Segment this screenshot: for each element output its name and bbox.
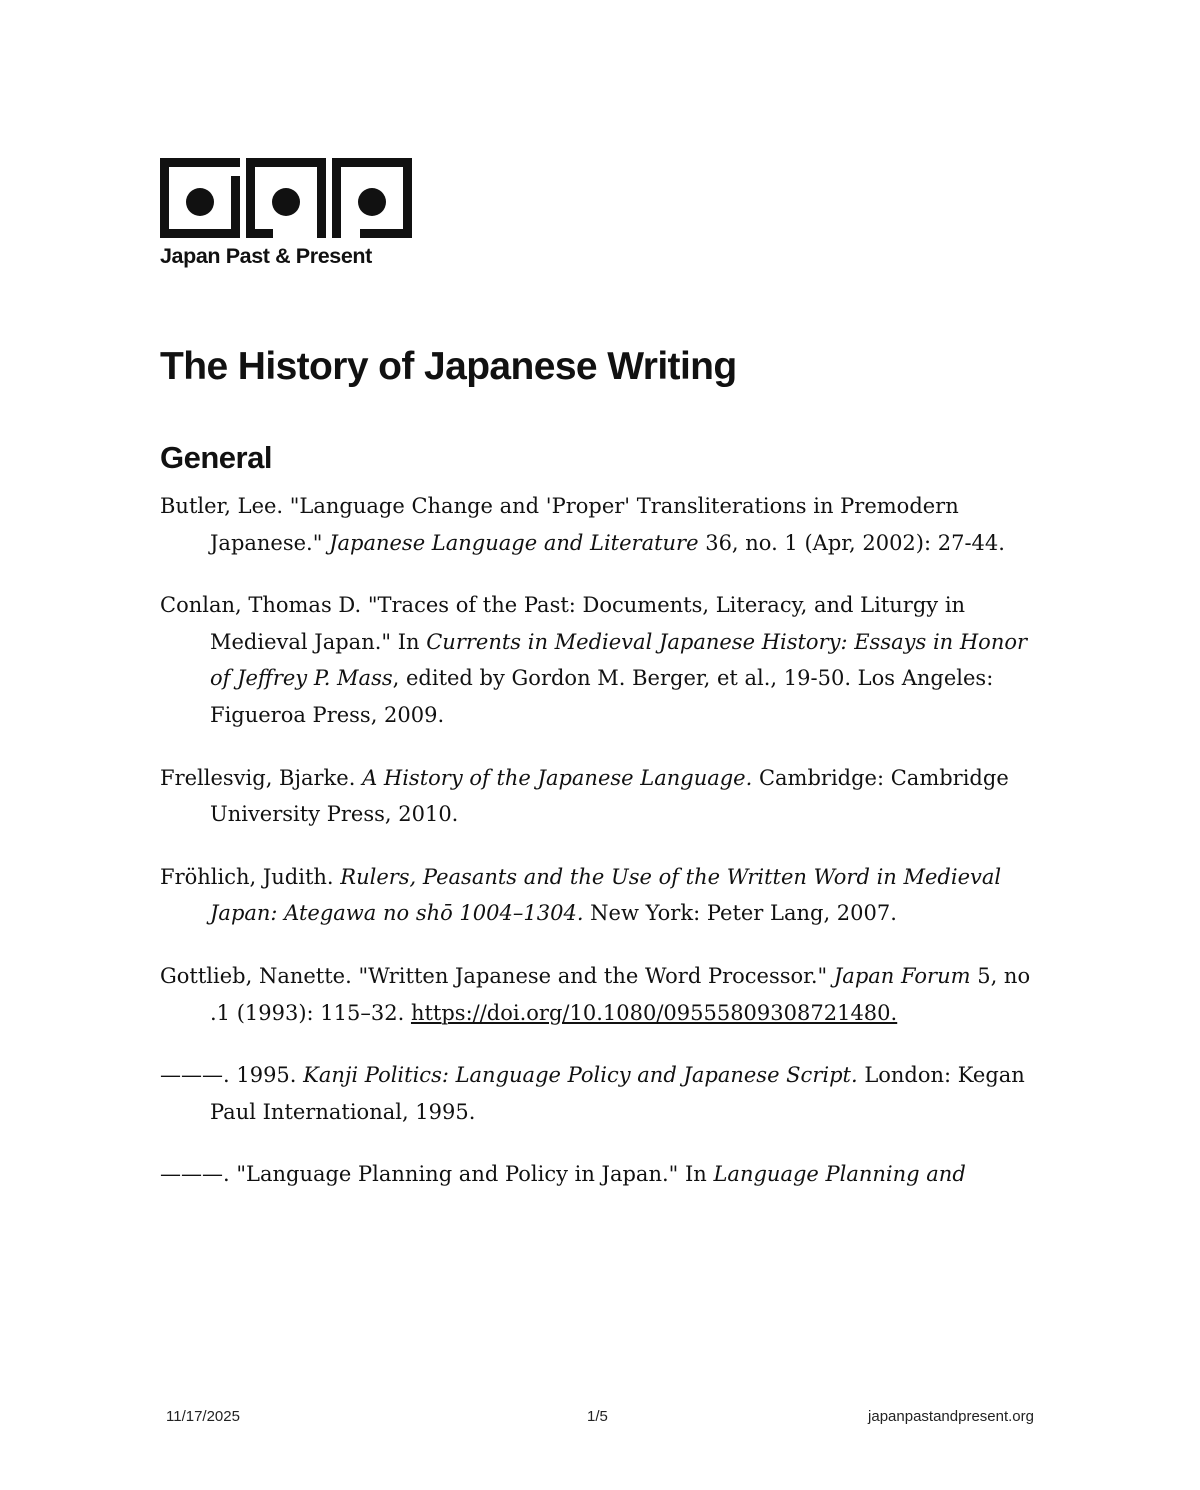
entry-tail: 5, no .1 (1993): 115–32. bbox=[210, 963, 1031, 1025]
entry-lead: ———. "Language Planning and Policy in Japan." In bbox=[160, 1162, 714, 1187]
section-heading: General bbox=[160, 440, 272, 475]
bibliography-entry bbox=[160, 958, 1040, 1031]
footer-page-number: 1/5 bbox=[587, 1408, 608, 1425]
page-title: The History of Japanese Writing bbox=[160, 345, 737, 388]
entry-lead: Fröhlich, Judith. bbox=[160, 864, 341, 889]
bibliography-list bbox=[160, 488, 1040, 1219]
entry-tail: Cambridge: Cambridge University Press, 2010. bbox=[210, 765, 1009, 827]
logo-text: Japan Past & Present bbox=[160, 244, 372, 268]
entry-tail: 36, no. 1 (Apr, 2002): 27-44. bbox=[698, 530, 1005, 555]
bibliography-entry bbox=[160, 587, 1040, 733]
entry-lead: Conlan, Thomas D. "Traces of the Past: Documents, Literacy, and Liturgy in Medieval Japan." In bbox=[160, 593, 966, 654]
bibliography-entry bbox=[160, 488, 1040, 561]
entry-title: Language Planning and bbox=[713, 1162, 966, 1187]
entry-tail: London: Kegan Paul International, 1995. bbox=[210, 1063, 1025, 1124]
entry-title: Japanese Language and Literature bbox=[329, 530, 699, 555]
entry-tail: New York: Peter Lang, 2007. bbox=[583, 901, 897, 926]
entry-tail: , edited by Gordon M. Berger, et al., 19-50. Los Angeles: Figueroa Press, 2009. bbox=[210, 666, 994, 727]
bibliography-entry bbox=[160, 859, 1040, 932]
entry-title: A History of the Japanese Language. bbox=[362, 765, 753, 790]
entry-lead: Gottlieb, Nanette. "Written Japanese and the Word Processor." bbox=[160, 963, 834, 988]
jpp-logo-icon bbox=[160, 158, 412, 238]
entry-title: Currents in Medieval Japanese History: Essays in Honor of Jeffrey P. Mass bbox=[210, 629, 1028, 691]
entry-lead: Butler, Lee. "Language Change and 'Proper' Transliterations in Premodern Japanese." bbox=[160, 494, 959, 555]
footer-site-url: japanpastandpresent.org bbox=[868, 1408, 1034, 1425]
bibliography-entry bbox=[160, 760, 1040, 833]
footer-date: 11/17/2025 bbox=[166, 1408, 240, 1425]
entry-lead: ———. 1995. bbox=[160, 1063, 304, 1088]
site-logo bbox=[160, 158, 412, 269]
entry-title: Rulers, Peasants and the Use of the Written Word in Medieval Japan: Ategawa no shō 1004–1304. bbox=[210, 864, 1002, 926]
bibliography-entry bbox=[160, 1057, 1040, 1130]
entry-title: Japan Forum bbox=[833, 963, 971, 988]
bibliography-entry bbox=[160, 1156, 1040, 1193]
doi-link[interactable]: https://doi.org/10.1080/09555809308721480. bbox=[410, 1000, 898, 1025]
entry-lead: Frellesvig, Bjarke. bbox=[160, 765, 363, 790]
entry-title: Kanji Politics: Language Policy and Japanese Script. bbox=[303, 1063, 858, 1088]
